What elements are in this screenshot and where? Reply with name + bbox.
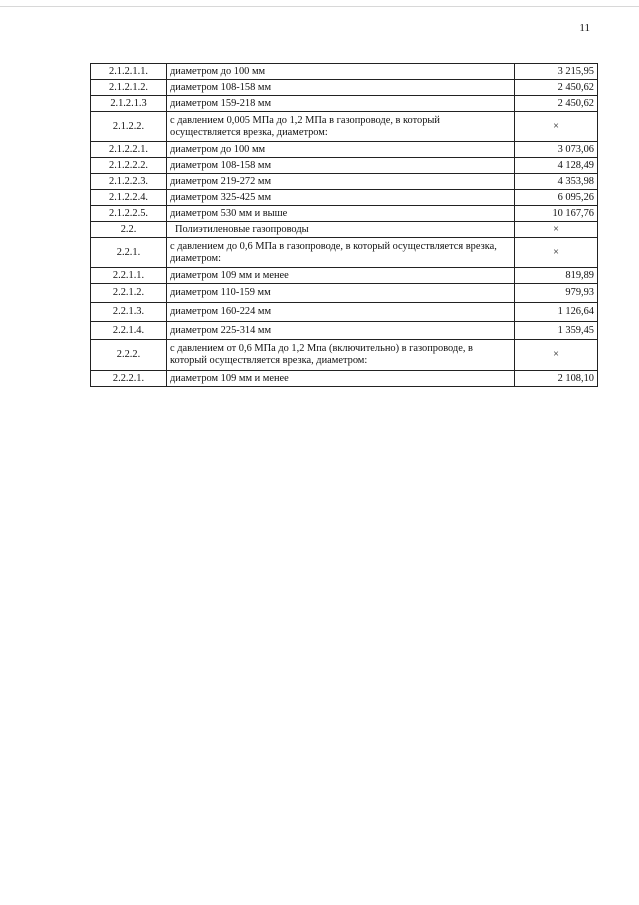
row-value: 1 359,45: [515, 322, 598, 340]
table-row: [91, 112, 598, 142]
row-number: 2.2.1.1.: [91, 268, 167, 284]
row-description: диаметром 160-224 мм: [167, 303, 515, 322]
row-description: диаметром 109 мм и менее: [167, 268, 515, 284]
row-description: диаметром 530 мм и выше: [167, 206, 515, 222]
row-number: 2.2.1.4.: [91, 322, 167, 340]
row-number: 2.1.2.2.3.: [91, 174, 167, 190]
row-description: диаметром 108-158 мм: [167, 80, 515, 96]
table-row: [91, 190, 598, 206]
row-description: диаметром 109 мм и менее: [167, 371, 515, 387]
row-value: ×: [515, 222, 598, 238]
row-value: 10 167,76: [515, 206, 598, 222]
row-number: 2.1.2.2.: [91, 112, 167, 142]
row-description: Полиэтиленовые газопроводы: [167, 222, 515, 238]
page-top-rule: [0, 6, 639, 7]
row-value: 2 108,10: [515, 371, 598, 387]
row-description: диаметром до 100 мм: [167, 142, 515, 158]
row-number: 2.1.2.1.3: [91, 96, 167, 112]
row-description: с давлением 0,005 МПа до 1,2 МПа в газопроводе, в который осуществляется врезка, диаметром:: [167, 112, 515, 142]
row-description: с давлением до 0,6 МПа в газопроводе, в который осуществляется врезка, диаметром:: [167, 238, 515, 268]
row-description: диаметром 159-218 мм: [167, 96, 515, 112]
row-number: 2.2.1.3.: [91, 303, 167, 322]
row-number: 2.1.2.2.4.: [91, 190, 167, 206]
table-row: [91, 96, 598, 112]
row-value: 2 450,62: [515, 80, 598, 96]
row-value: 1 126,64: [515, 303, 598, 322]
row-value: 2 450,62: [515, 96, 598, 112]
table-row: [91, 158, 598, 174]
row-number: 2.2.2.: [91, 340, 167, 371]
row-description: диаметром до 100 мм: [167, 64, 515, 80]
table-row: [91, 268, 598, 284]
page-number: 11: [579, 22, 590, 34]
row-value: 6 095,26: [515, 190, 598, 206]
row-number: 2.1.2.2.1.: [91, 142, 167, 158]
row-number: 2.2.1.2.: [91, 284, 167, 303]
row-number: 2.1.2.1.1.: [91, 64, 167, 80]
table-row: [91, 80, 598, 96]
row-description: диаметром 325-425 мм: [167, 190, 515, 206]
row-value: ×: [515, 340, 598, 371]
table-row: [91, 284, 598, 303]
table-row: [91, 322, 598, 340]
row-value: 979,93: [515, 284, 598, 303]
row-description: с давлением от 0,6 МПа до 1,2 Мпа (включительно) в газопроводе, в который осуществляется врезка, диаметром:: [167, 340, 515, 371]
row-description: диаметром 108-158 мм: [167, 158, 515, 174]
table-row: [91, 222, 598, 238]
table-row: [91, 303, 598, 322]
row-number: 2.2.: [91, 222, 167, 238]
row-value: ×: [515, 112, 598, 142]
table-row: [91, 206, 598, 222]
row-value: ×: [515, 238, 598, 268]
tariff-table: [90, 63, 598, 387]
row-value: 3 073,06: [515, 142, 598, 158]
table-row: [91, 371, 598, 387]
row-number: 2.2.1.: [91, 238, 167, 268]
row-value: 819,89: [515, 268, 598, 284]
row-value: 4 128,49: [515, 158, 598, 174]
row-description: диаметром 225-314 мм: [167, 322, 515, 340]
row-number: 2.1.2.2.2.: [91, 158, 167, 174]
row-number: 2.2.2.1.: [91, 371, 167, 387]
row-value: 3 215,95: [515, 64, 598, 80]
row-number: 2.1.2.1.2.: [91, 80, 167, 96]
table-row: [91, 238, 598, 268]
table-row: [91, 174, 598, 190]
table-row: [91, 64, 598, 80]
row-description: диаметром 219-272 мм: [167, 174, 515, 190]
row-description: диаметром 110-159 мм: [167, 284, 515, 303]
row-number: 2.1.2.2.5.: [91, 206, 167, 222]
table-row: [91, 340, 598, 371]
table-row: [91, 142, 598, 158]
row-value: 4 353,98: [515, 174, 598, 190]
